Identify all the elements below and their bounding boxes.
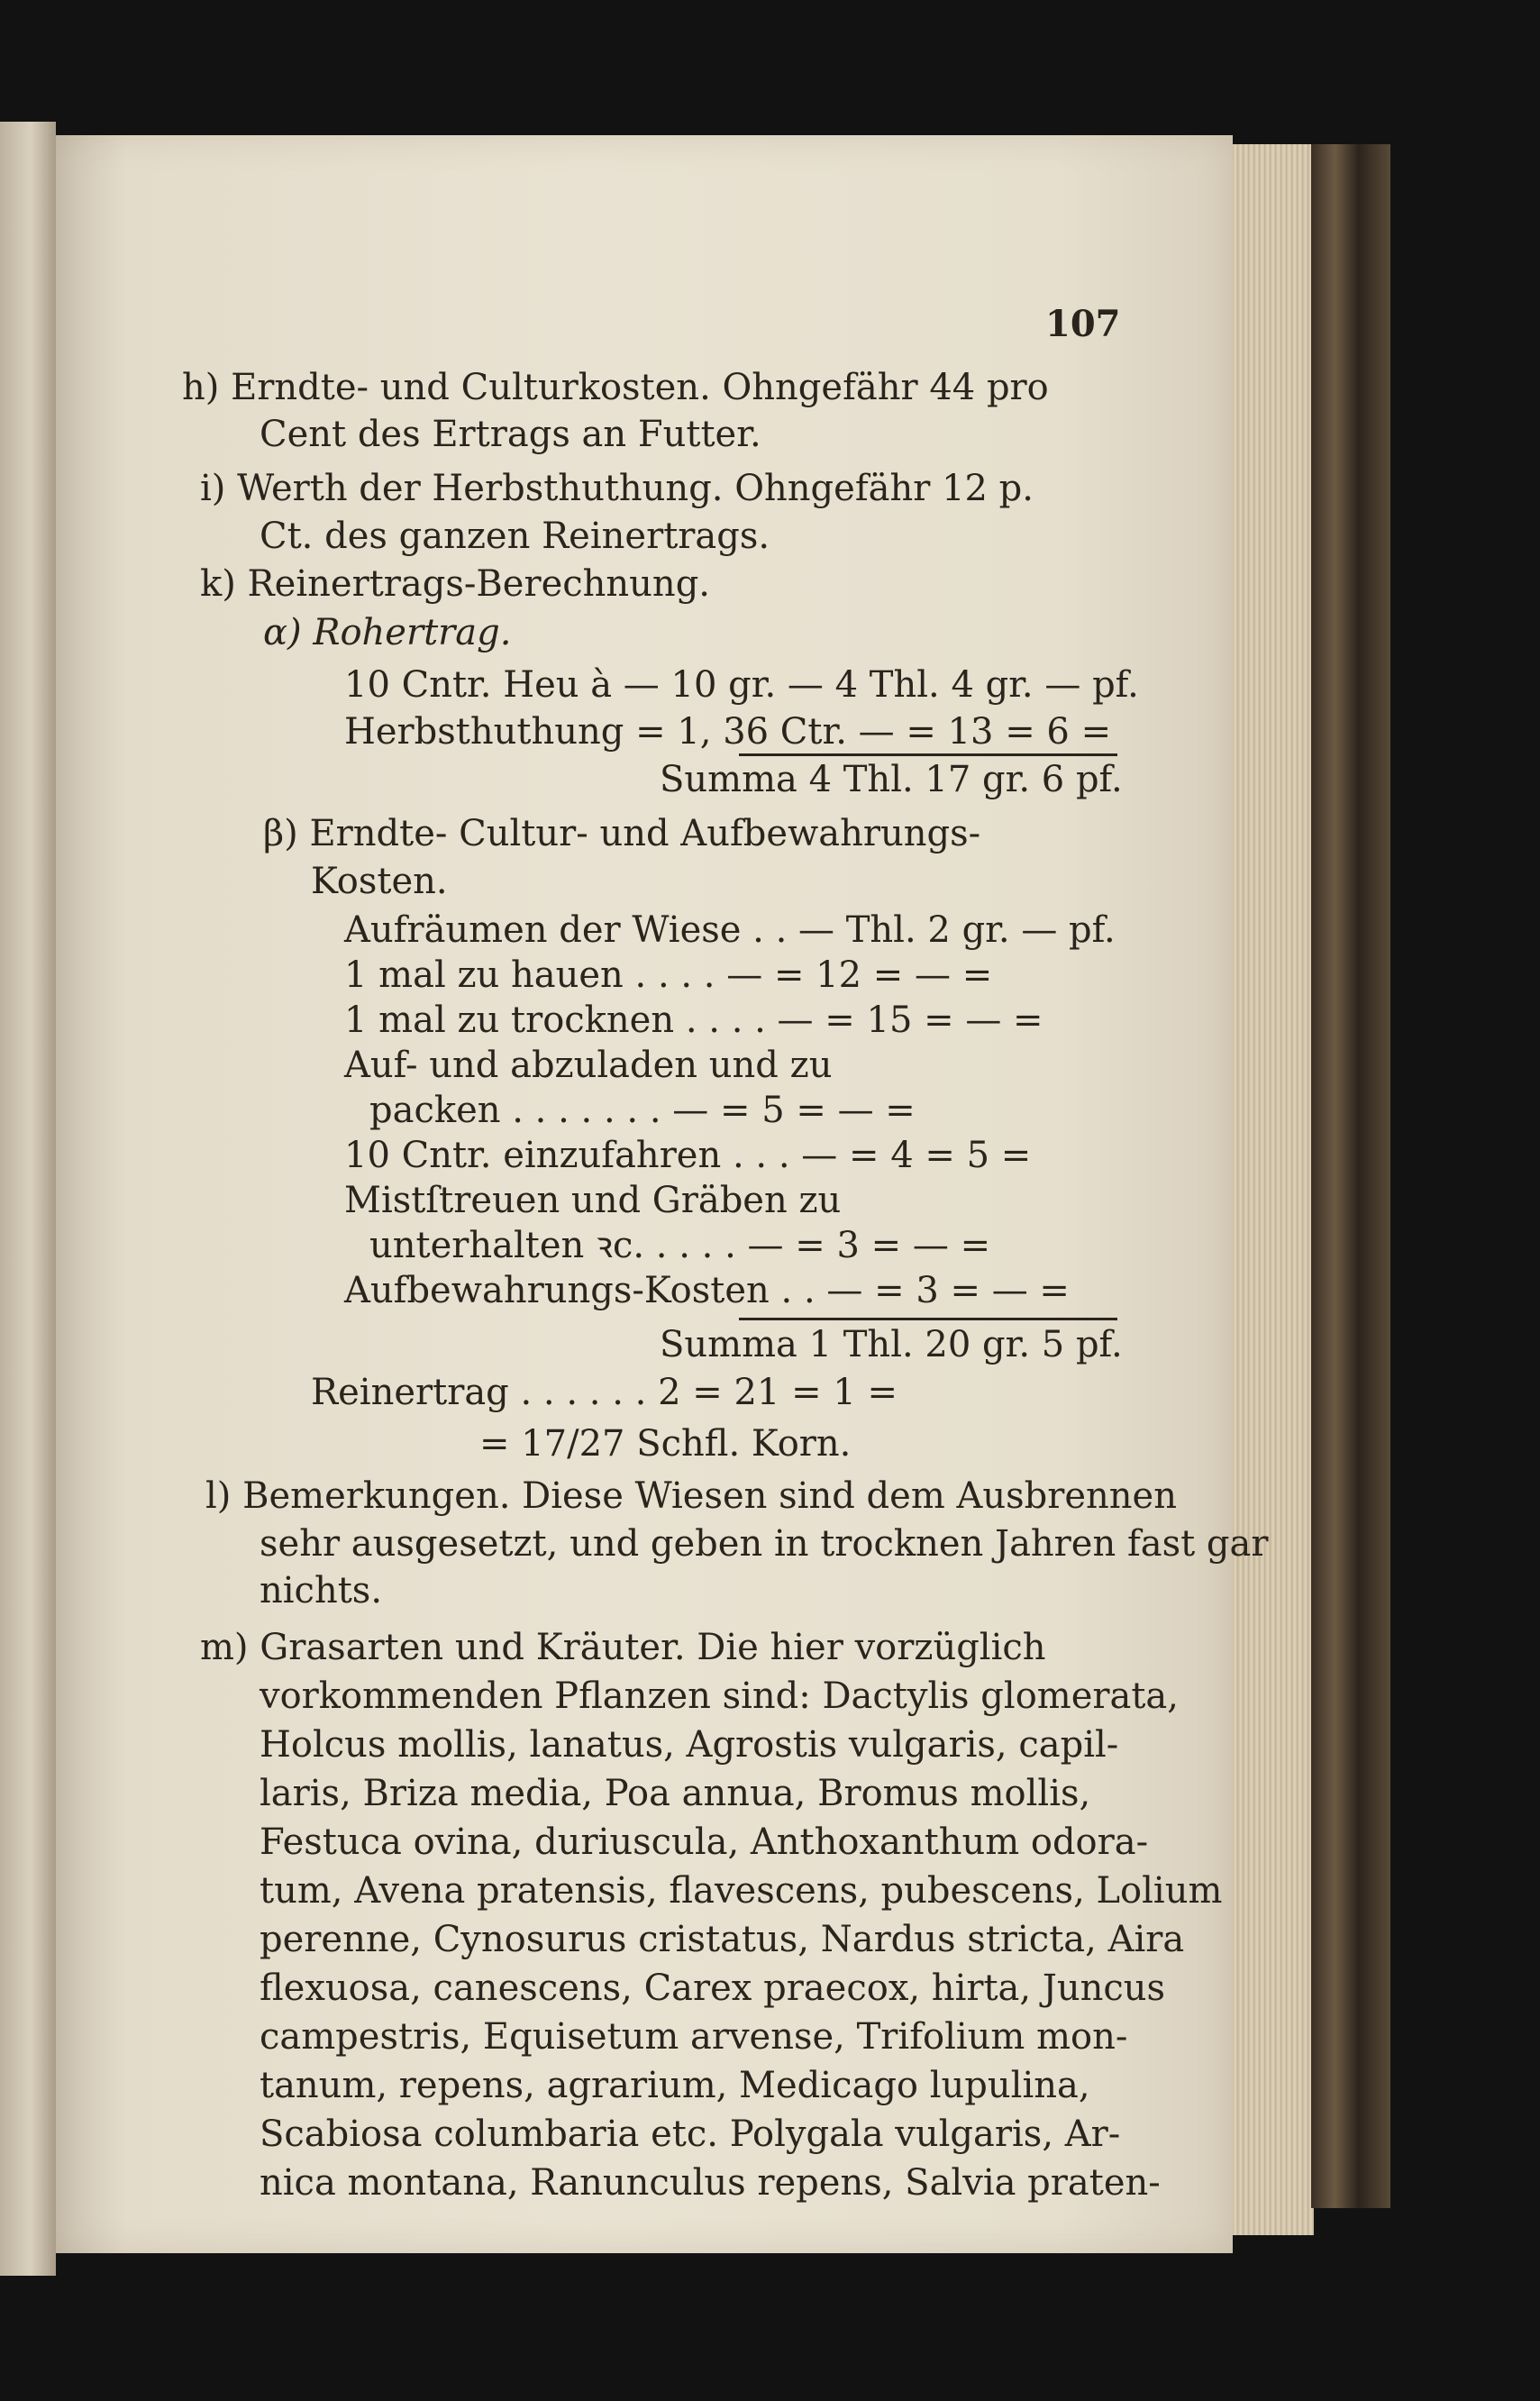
text-line: = 17/27 Schfl. Korn. — [479, 1423, 852, 1465]
text-line: tum, Avena pratensis, flavescens, pubescens, Lolium — [260, 1870, 1223, 1912]
text-line: i) Werth der Herbsthuthung. Ohngefähr 12 p. — [200, 468, 1034, 509]
page-number: 107 — [1045, 303, 1121, 345]
text-line: Reinertrag . . . . . . 2 = 21 = 1 = — [311, 1372, 898, 1413]
text-line: nichts. — [260, 1570, 383, 1611]
text-line: 1 mal zu hauen . . . . — = 12 = — = — [344, 954, 993, 996]
text-line: Festuca ovina, duriuscula, Anthoxanthum odora- — [260, 1821, 1149, 1863]
text-line: Ct. des ganzen Reinertrags. — [260, 516, 770, 557]
text-line: Holcus mollis, lanatus, Agrostis vulgaris, capil- — [260, 1724, 1119, 1766]
text-line: 10 Cntr. Heu à — 10 gr. — 4 Thl. 4 gr. — pf. — [344, 664, 1139, 706]
text-line: campestris, Equisetum arvense, Trifolium mon- — [260, 2016, 1128, 2058]
text-line: 1 mal zu trocknen . . . . — = 15 = — = — [344, 1000, 1043, 1041]
book-cover-edge — [1311, 144, 1390, 2208]
text-line: α) Rohertrag. — [263, 612, 512, 653]
text-line: Cent des Ertrags an Futter. — [260, 414, 761, 455]
text-line: laris, Briza media, Poa annua, Bromus mollis, — [260, 1773, 1091, 1814]
text-line: h) Erndte- und Culturkosten. Ohngefähr 44 pro — [182, 367, 1049, 408]
text-line: Mistſtreuen und Gräben zu — [344, 1180, 842, 1221]
page-block-edges — [1233, 144, 1314, 2235]
text-line: Aufräumen der Wiese . . — Thl. 2 gr. — pf. — [344, 909, 1116, 951]
text-line: unterhalten ꝛc. . . . . — = 3 = — = — [369, 1225, 991, 1266]
text-line: Herbsthuthung = 1, 36 Ctr. — = 13 = 6 = — [344, 711, 1112, 753]
text-line: 10 Cntr. einzufahren . . . — = 4 = 5 = — [344, 1135, 1032, 1176]
left-page-edge — [0, 122, 56, 2276]
sum-rule-1 — [739, 753, 1117, 756]
text-line: packen . . . . . . . — = 5 = — = — [369, 1090, 916, 1131]
text-line: Aufbewahrungs-Kosten . . — = 3 = — = — [344, 1270, 1070, 1311]
text-line: l) Bemerkungen. Diese Wiesen sind dem Ausbrennen — [205, 1475, 1177, 1517]
text-line: k) Reinertrags-Berechnung. — [200, 563, 711, 605]
text-line: nica montana, Ranunculus repens, Salvia praten- — [260, 2162, 1161, 2204]
text-line: vorkommenden Pflanzen sind: Dactylis glomerata, — [260, 1675, 1179, 1717]
text-line: Kosten. — [311, 861, 448, 902]
text-line: Summa 4 Thl. 17 gr. 6 pf. — [660, 759, 1123, 800]
text-line: m) Grasarten und Kräuter. Die hier vorzüglich — [200, 1627, 1046, 1668]
text-line: sehr ausgesetzt, und geben in trocknen Jahren fast gar — [260, 1523, 1269, 1565]
text-line: Auf- und abzuladen und zu — [344, 1045, 833, 1086]
text-line: flexuosa, canescens, Carex praecox, hirta, Juncus — [260, 1967, 1166, 2009]
text-line: perenne, Cynosurus cristatus, Nardus stricta, Aira — [260, 1919, 1185, 1960]
text-line: β) Erndte- Cultur- und Aufbewahrungs- — [263, 813, 981, 854]
text-line: Scabiosa columbaria etc. Polygala vulgaris, Ar- — [260, 2113, 1121, 2155]
sum-rule-2 — [739, 1318, 1117, 1320]
text-line: tanum, repens, agrarium, Medicago lupulina, — [260, 2065, 1090, 2106]
text-line: Summa 1 Thl. 20 gr. 5 pf. — [660, 1324, 1123, 1365]
